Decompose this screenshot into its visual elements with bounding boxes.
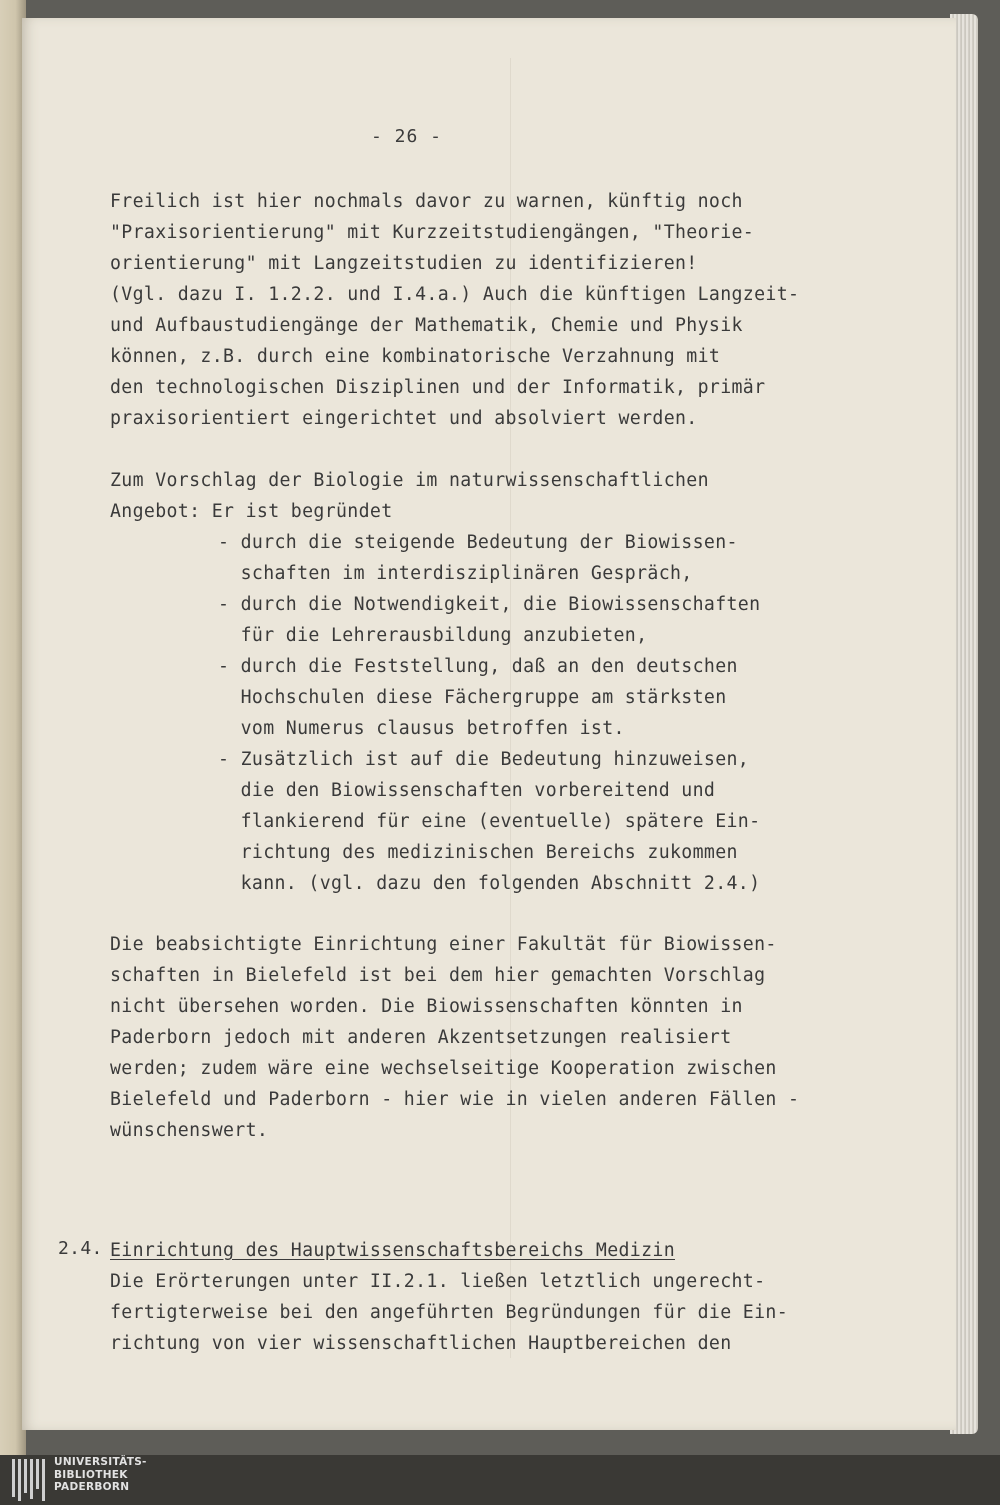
text-line: Angebot: Er ist begründet [110, 501, 393, 522]
text-line: orientierung" mit Langzeitstudien zu identifizieren! [110, 253, 698, 274]
text-line: Die beabsichtigte Einrichtung einer Fakultät für Biowissen- [110, 934, 777, 955]
section-number: 2.4. [58, 1238, 103, 1259]
page-number: - 26 - [371, 126, 443, 147]
bullet-line: für die Lehrerausbildung anzubieten, [218, 625, 648, 646]
text-line: richtung von vier wissenschaftlichen Hauptbereichen den [110, 1333, 732, 1354]
logo-line: PADERBORN [54, 1481, 130, 1493]
text-line: und Aufbaustudiengänge der Mathematik, Chemie und Physik [110, 315, 743, 336]
footer-bar [0, 1455, 1000, 1505]
library-logo-icon [12, 1459, 48, 1501]
text-line: den technologischen Disziplinen und der Informatik, primär [110, 377, 766, 398]
text-line: Die Erörterungen unter II.2.1. ließen letztlich ungerecht- [110, 1271, 766, 1292]
bullet-line: flankierend für eine (eventuelle) spätere Ein- [218, 811, 761, 832]
bullet-line: die den Biowissenschaften vorbereitend und [218, 780, 716, 801]
library-logo-text [54, 1456, 147, 1494]
text-line: (Vgl. dazu I. 1.2.2. und I.4.a.) Auch die künftigen Langzeit- [110, 284, 800, 305]
bullet-line: - durch die steigende Bedeutung der Biowissen- [218, 532, 738, 553]
text-line: Freilich ist hier nochmals davor zu warnen, künftig noch [110, 191, 743, 212]
text-line: wünschenswert. [110, 1120, 269, 1141]
text-line: schaften in Bielefeld ist bei dem hier gemachten Vorschlag [110, 965, 766, 986]
text-line: Zum Vorschlag der Biologie im naturwissenschaftlichen [110, 470, 709, 491]
bullet-line: vom Numerus clausus betroffen ist. [218, 718, 625, 739]
bullet-line: richtung des medizinischen Bereichs zukommen [218, 842, 738, 863]
bullet-line: Hochschulen diese Fächergruppe am stärksten [218, 687, 727, 708]
bullet-line: schaften im interdisziplinären Gespräch, [218, 563, 693, 584]
text-line: nicht übersehen worden. Die Biowissenschaften könnten in [110, 996, 743, 1017]
text-line: fertigterweise bei den angeführten Begründungen für die Ein- [110, 1302, 788, 1323]
bullet-line: - durch die Notwendigkeit, die Biowissenschaften [218, 594, 761, 615]
text-line: Bielefeld und Paderborn - hier wie in vielen anderen Fällen - [110, 1089, 800, 1110]
bullet-line: - durch die Feststellung, daß an den deutschen [218, 656, 738, 677]
text-line: praxisorientiert eingerichtet und absolviert werden. [110, 408, 698, 429]
logo-line: BIBLIOTHEK [54, 1468, 128, 1481]
bullet-line: kann. (vgl. dazu den folgenden Abschnitt 2.4.) [218, 873, 761, 894]
text-line: können, z.B. durch eine kombinatorische Verzahnung mit [110, 346, 721, 367]
bullet-line: - Zusätzlich ist auf die Bedeutung hinzuweisen, [218, 749, 750, 770]
text-line: werden; zudem wäre eine wechselseitige Kooperation zwischen [110, 1058, 777, 1079]
text-line: Paderborn jedoch mit anderen Akzentsetzungen realisiert [110, 1027, 732, 1048]
section-heading: Einrichtung des Hauptwissenschaftsbereichs Medizin [110, 1240, 675, 1261]
text-line: "Praxisorientierung" mit Kurzzeitstudiengängen, "Theorie- [110, 222, 755, 243]
logo-line: UNIVERSITÄTS- [54, 1456, 147, 1468]
